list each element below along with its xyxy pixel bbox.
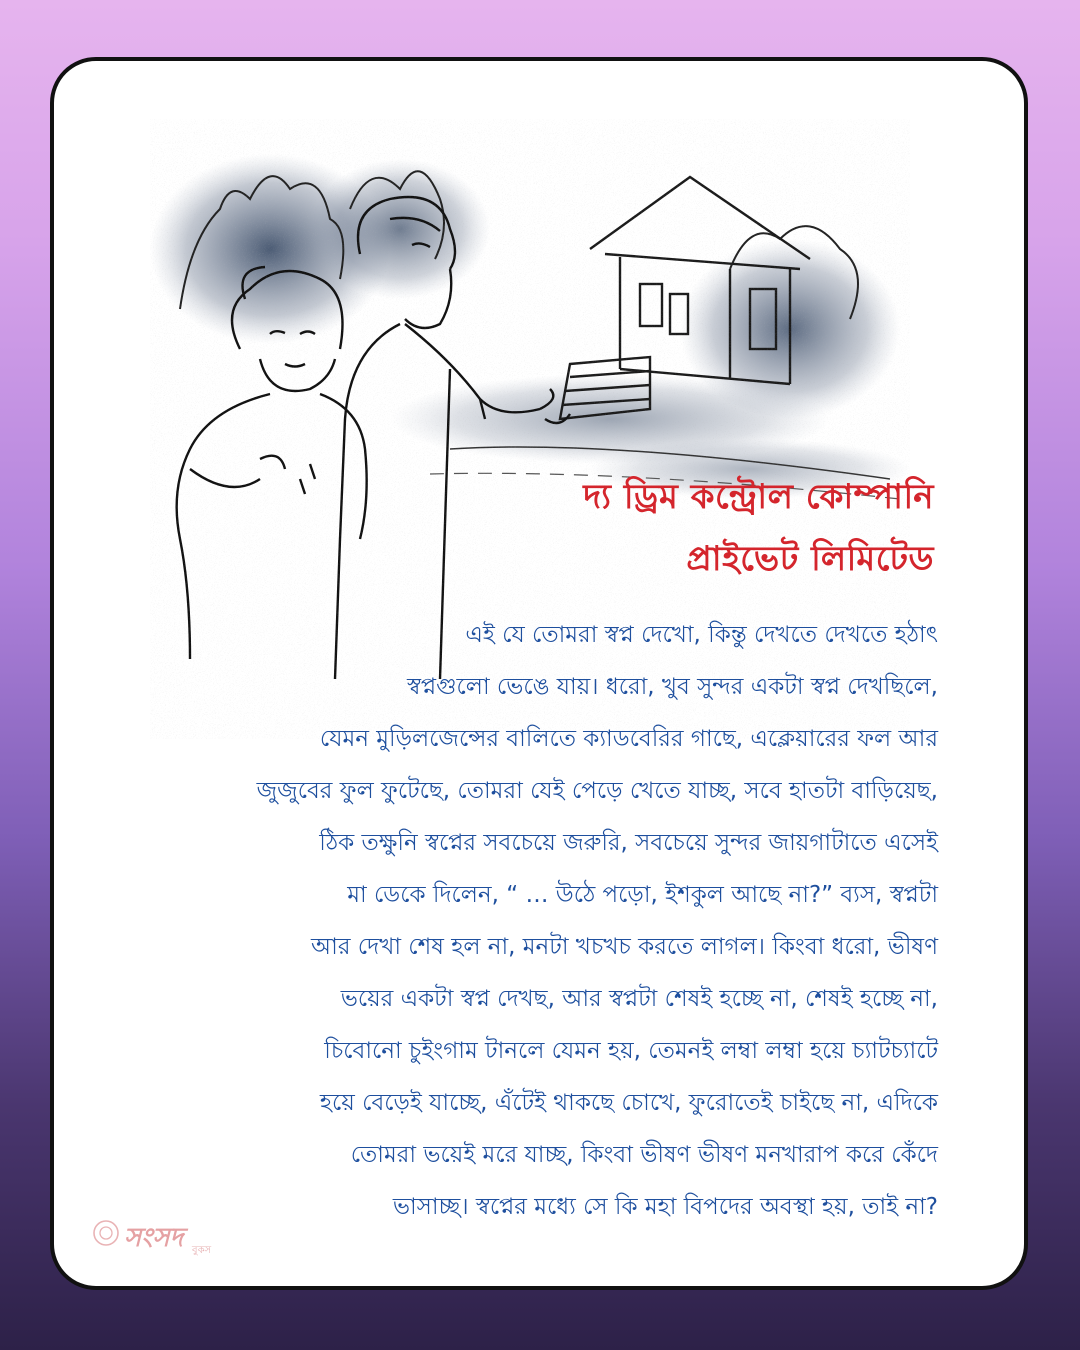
body-line: চিবোনো চুইংগাম টানলে যেমন হয়, তেমনই লম্বা লম্বা হয়ে চ্যাটচ্যাটে — [324, 1038, 938, 1064]
publisher-logo-text: সংসদ — [124, 1223, 184, 1253]
body-line: ভয়ের একটা স্বপ্ন দেখছ, আর স্বপ্নটা শেষই হচ্ছে না, শেষই হচ্ছে না, — [340, 986, 938, 1012]
body-line: এই যে তোমরা স্বপ্ন দেখো, কিন্তু দেখতে দেখতে হঠাৎ — [465, 622, 938, 648]
story-body — [68, 609, 938, 1233]
emblem-icon — [92, 1219, 120, 1247]
body-line: যেমন মুড়িলজেন্সের বালিতে ক্যাডবেরির গাছে, এক্লেয়ারের ফল আর — [319, 726, 938, 752]
publisher-logo-subtext: বুকস — [192, 1245, 212, 1256]
body-line: ভাসাচ্ছ। স্বপ্নের মধ্যে সে কি মহা বিপদের অবস্থা হয়, তাই না? — [392, 1194, 938, 1220]
body-line: হয়ে বেড়েই যাচ্ছে, এঁটেই থাকছে চোখে, ফুরোতেই চাইছে না, এদিকে — [319, 1090, 938, 1116]
body-line: আর দেখা শেষ হল না, মনটা খচখচ করতে লাগল। কিংবা ধরো, ভীষণ — [311, 934, 938, 960]
body-line: ঠিক তক্ষুনি স্বপ্নের সবচেয়ে জরুরি, সবচেয়ে সুন্দর জায়গাটাতে এসেই — [319, 830, 938, 856]
publisher-logo — [92, 1211, 242, 1257]
story-title-line-2: প্রাইভেট লিমিটেড — [686, 539, 934, 579]
story-title — [374, 466, 934, 590]
story-title-line-1: দ্য ড্রিম কন্ট্রোল কোম্পানি — [583, 477, 934, 517]
body-line: তোমরা ভয়েই মরে যাচ্ছ, কিংবা ভীষণ ভীষণ মনখারাপ করে কেঁদে — [350, 1142, 938, 1168]
body-line: জুজুবের ফুল ফুটেছে, তোমরা যেই পেড়ে খেতে যাচ্ছ, সবে হাতটা বাড়িয়েছ, — [256, 778, 938, 804]
story-card — [50, 57, 1028, 1290]
body-line: মা ডেকে দিলেন, “ … উঠে পড়ো, ইশকুল আছে না?” ব্যস, স্বপ্নটা — [347, 882, 938, 908]
body-line: স্বপ্নগুলো ভেঙে যায়। ধরো, খুব সুন্দর একটা স্বপ্ন দেখছিলে, — [407, 674, 938, 700]
